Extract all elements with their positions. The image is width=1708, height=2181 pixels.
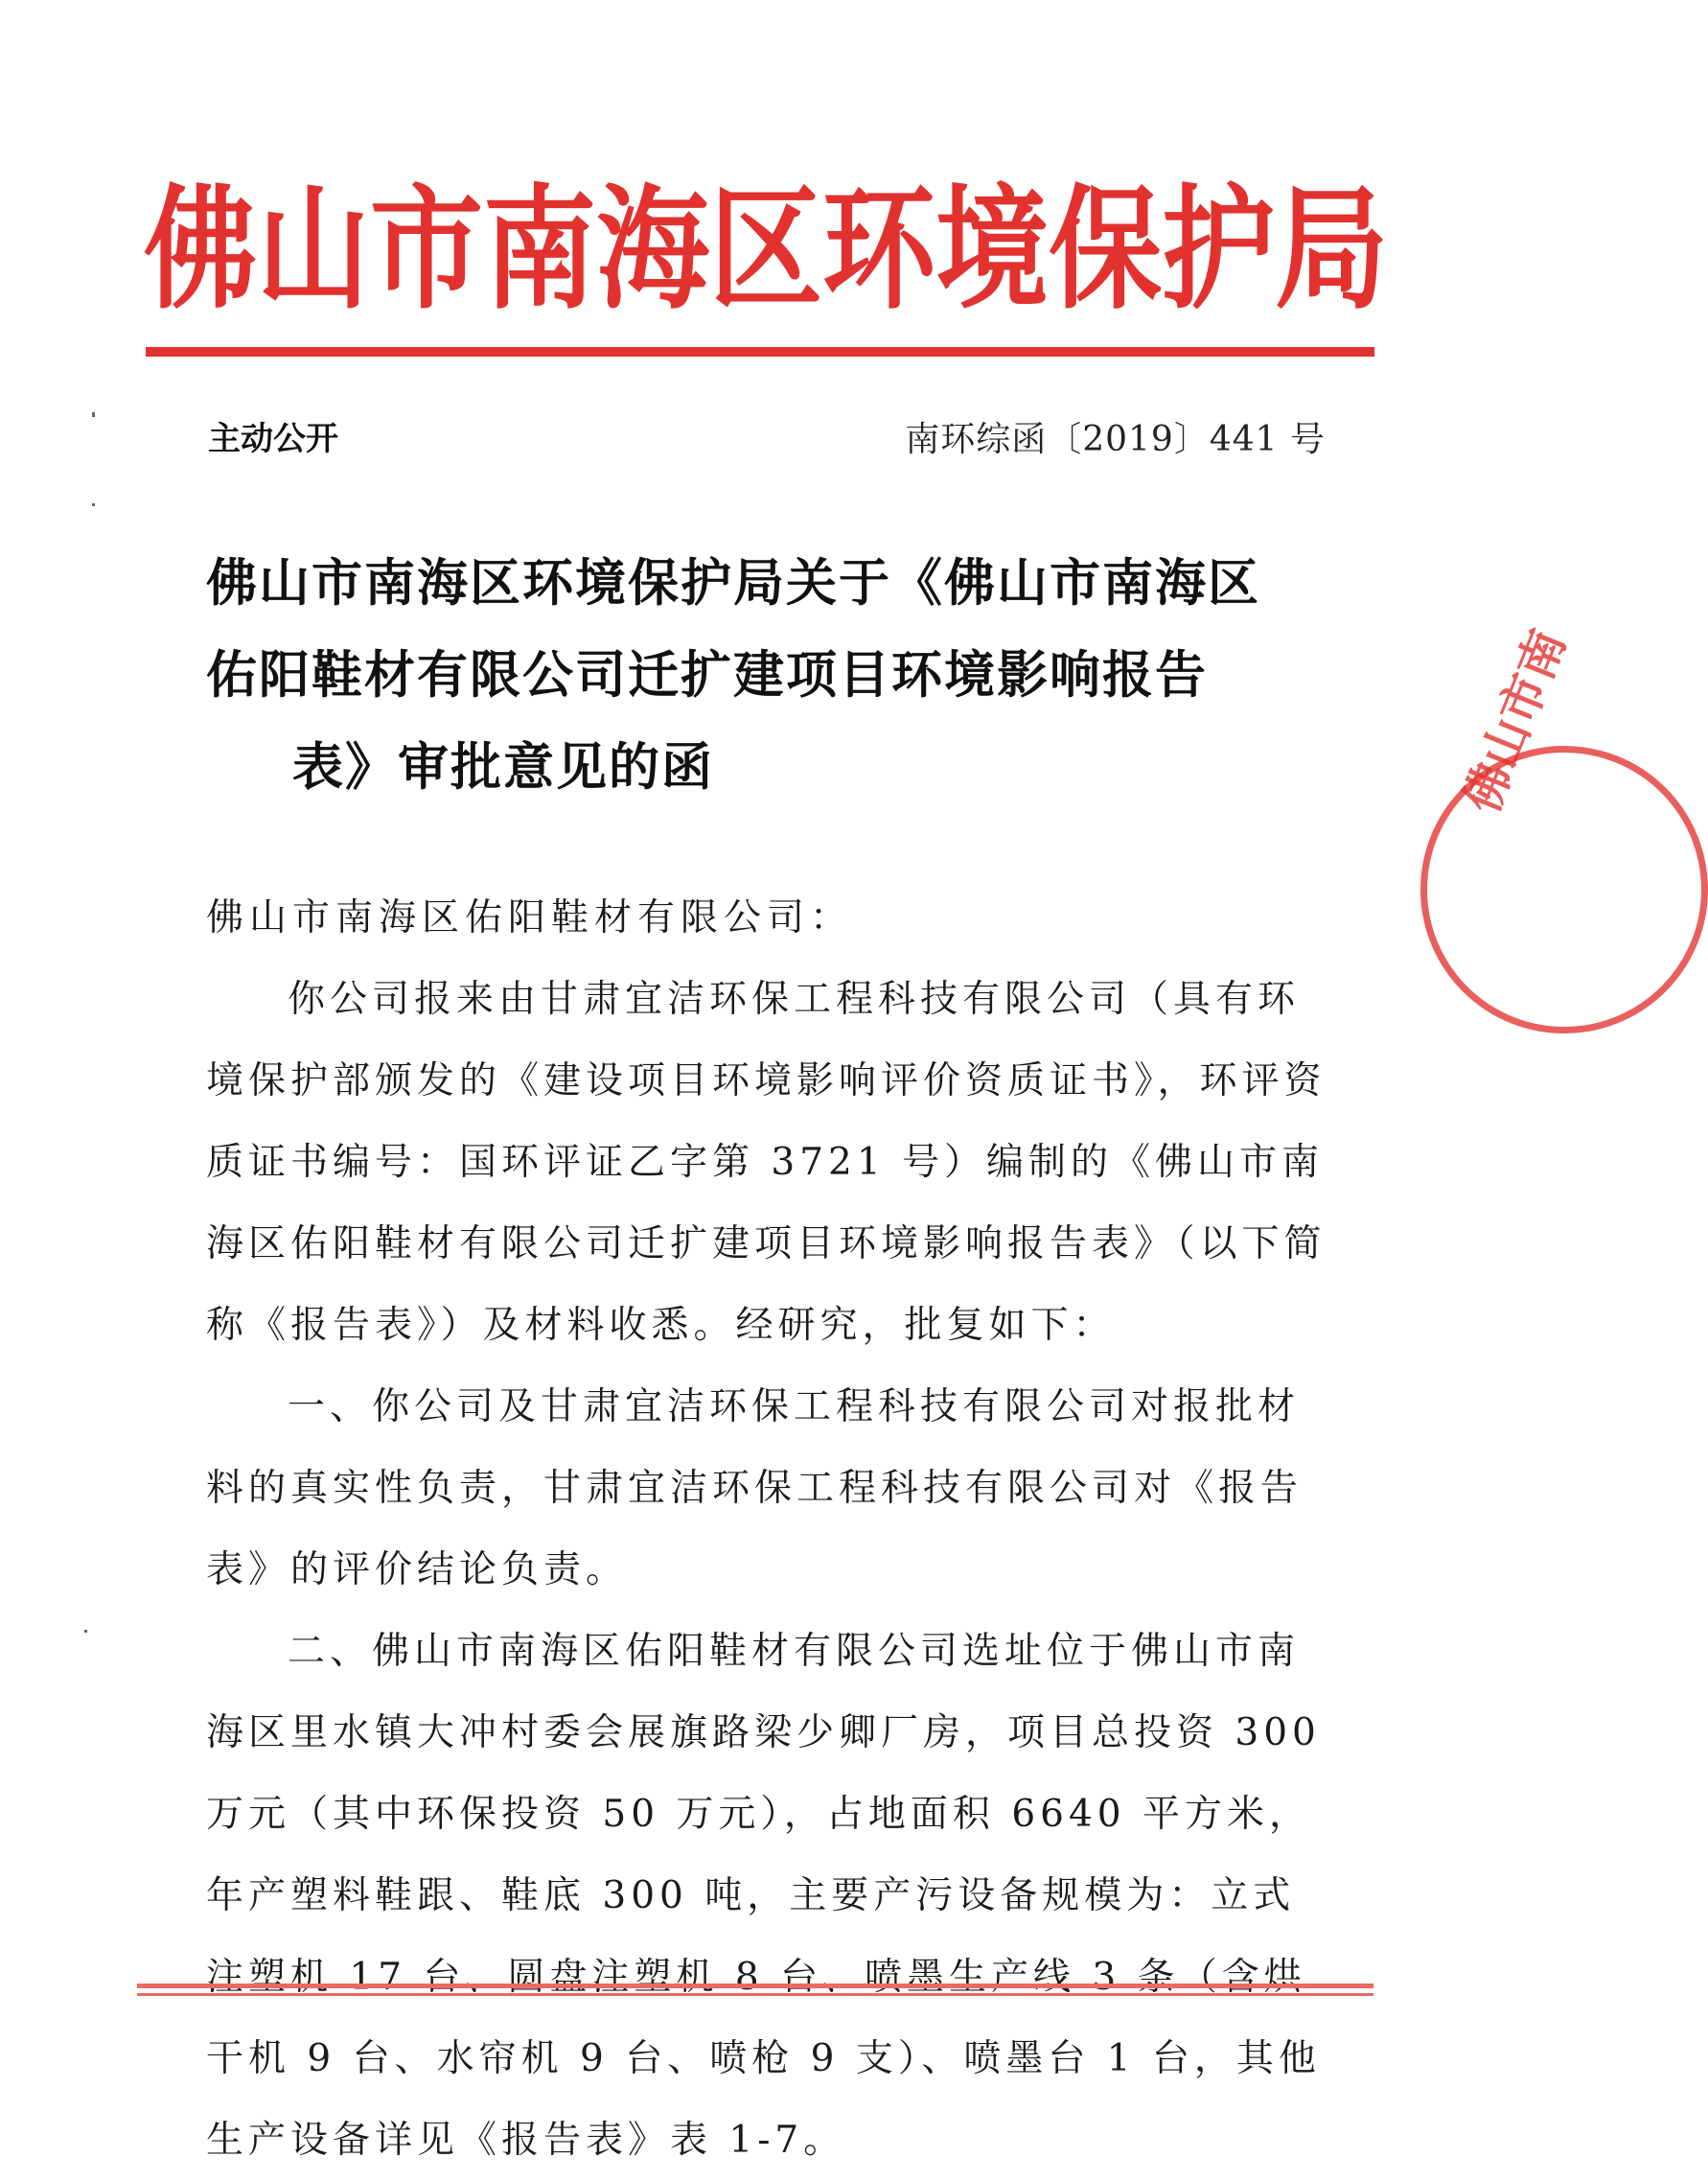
masthead-char: 局 xyxy=(1275,170,1389,328)
masthead-char: 保 xyxy=(1049,170,1163,328)
masthead-char: 境 xyxy=(935,170,1050,328)
scan-speck xyxy=(92,412,95,417)
document-number: 南环综函〔2019〕441 号 xyxy=(905,420,1326,459)
masthead-char: 护 xyxy=(1162,170,1276,328)
masthead-red-rule xyxy=(146,347,1374,357)
footer-red-rule xyxy=(137,1984,1373,1996)
scan-speck xyxy=(84,1630,87,1633)
scan-speck xyxy=(92,503,95,506)
document-title xyxy=(206,537,1337,813)
disclosure-label: 主动公开 xyxy=(208,420,338,458)
body-paragraph: 一、你公司及甘肃宜洁环保工程科技有限公司对报批材料的真实性负责，甘肃宜洁环保工程科技有限公司对《报告表》的评价结论负责。 xyxy=(206,1385,1304,1591)
title-line: 佑阳鞋材有限公司迁扩建项目环境影响报告 xyxy=(206,645,1208,705)
title-line: 佛山市南海区环境保护局关于《佛山市南海区 xyxy=(206,553,1260,613)
masthead-char: 市 xyxy=(370,170,484,328)
body-paragraph: 二、佛山市南海区佑阳鞋材有限公司选址位于佛山市南海区里水镇大冲村委会展旗路梁少卿厂房，项目总投资 300 万元（其中环保投资 50 万元），占地面积 6640 平方米，年产塑料鞋跟、鞋底 300 吨，主要产污设备规模为：立式注塑机 17 台、圆盘注塑机 8 台、喷墨生产线 3 条（含烘干机 9 台、水帘机 9 台、喷枪 9 支）、喷墨台 1 台，其他生产设备详见《报告表》表 1-7。 xyxy=(206,1630,1321,2162)
masthead-char: 山 xyxy=(257,170,371,328)
title-line: 表》审批意见的函 xyxy=(292,737,714,797)
masthead-char: 南 xyxy=(483,170,597,328)
salutation: 佛山市南海区佑阳鞋材有限公司： xyxy=(206,896,854,940)
body-paragraph: 你公司报来由甘肃宜洁环保工程科技有限公司（具有环境保护部颁发的《建设项目环境影响评价资质证书》，环评资质证书编号：国环评证乙字第 3721 号）编制的《佛山市南海区佑阳鞋材有限公司迁扩建项目环境影响报告表》（以下简称《报告表》）及材料收悉。经研究，批复如下： xyxy=(206,978,1327,1347)
official-seal-text: 佛山市南 xyxy=(1452,621,1577,821)
masthead-char: 环 xyxy=(822,170,936,328)
masthead-title xyxy=(144,168,1389,331)
masthead-char: 佛 xyxy=(144,170,258,328)
masthead-char: 区 xyxy=(709,170,823,328)
masthead-char: 海 xyxy=(596,170,710,328)
